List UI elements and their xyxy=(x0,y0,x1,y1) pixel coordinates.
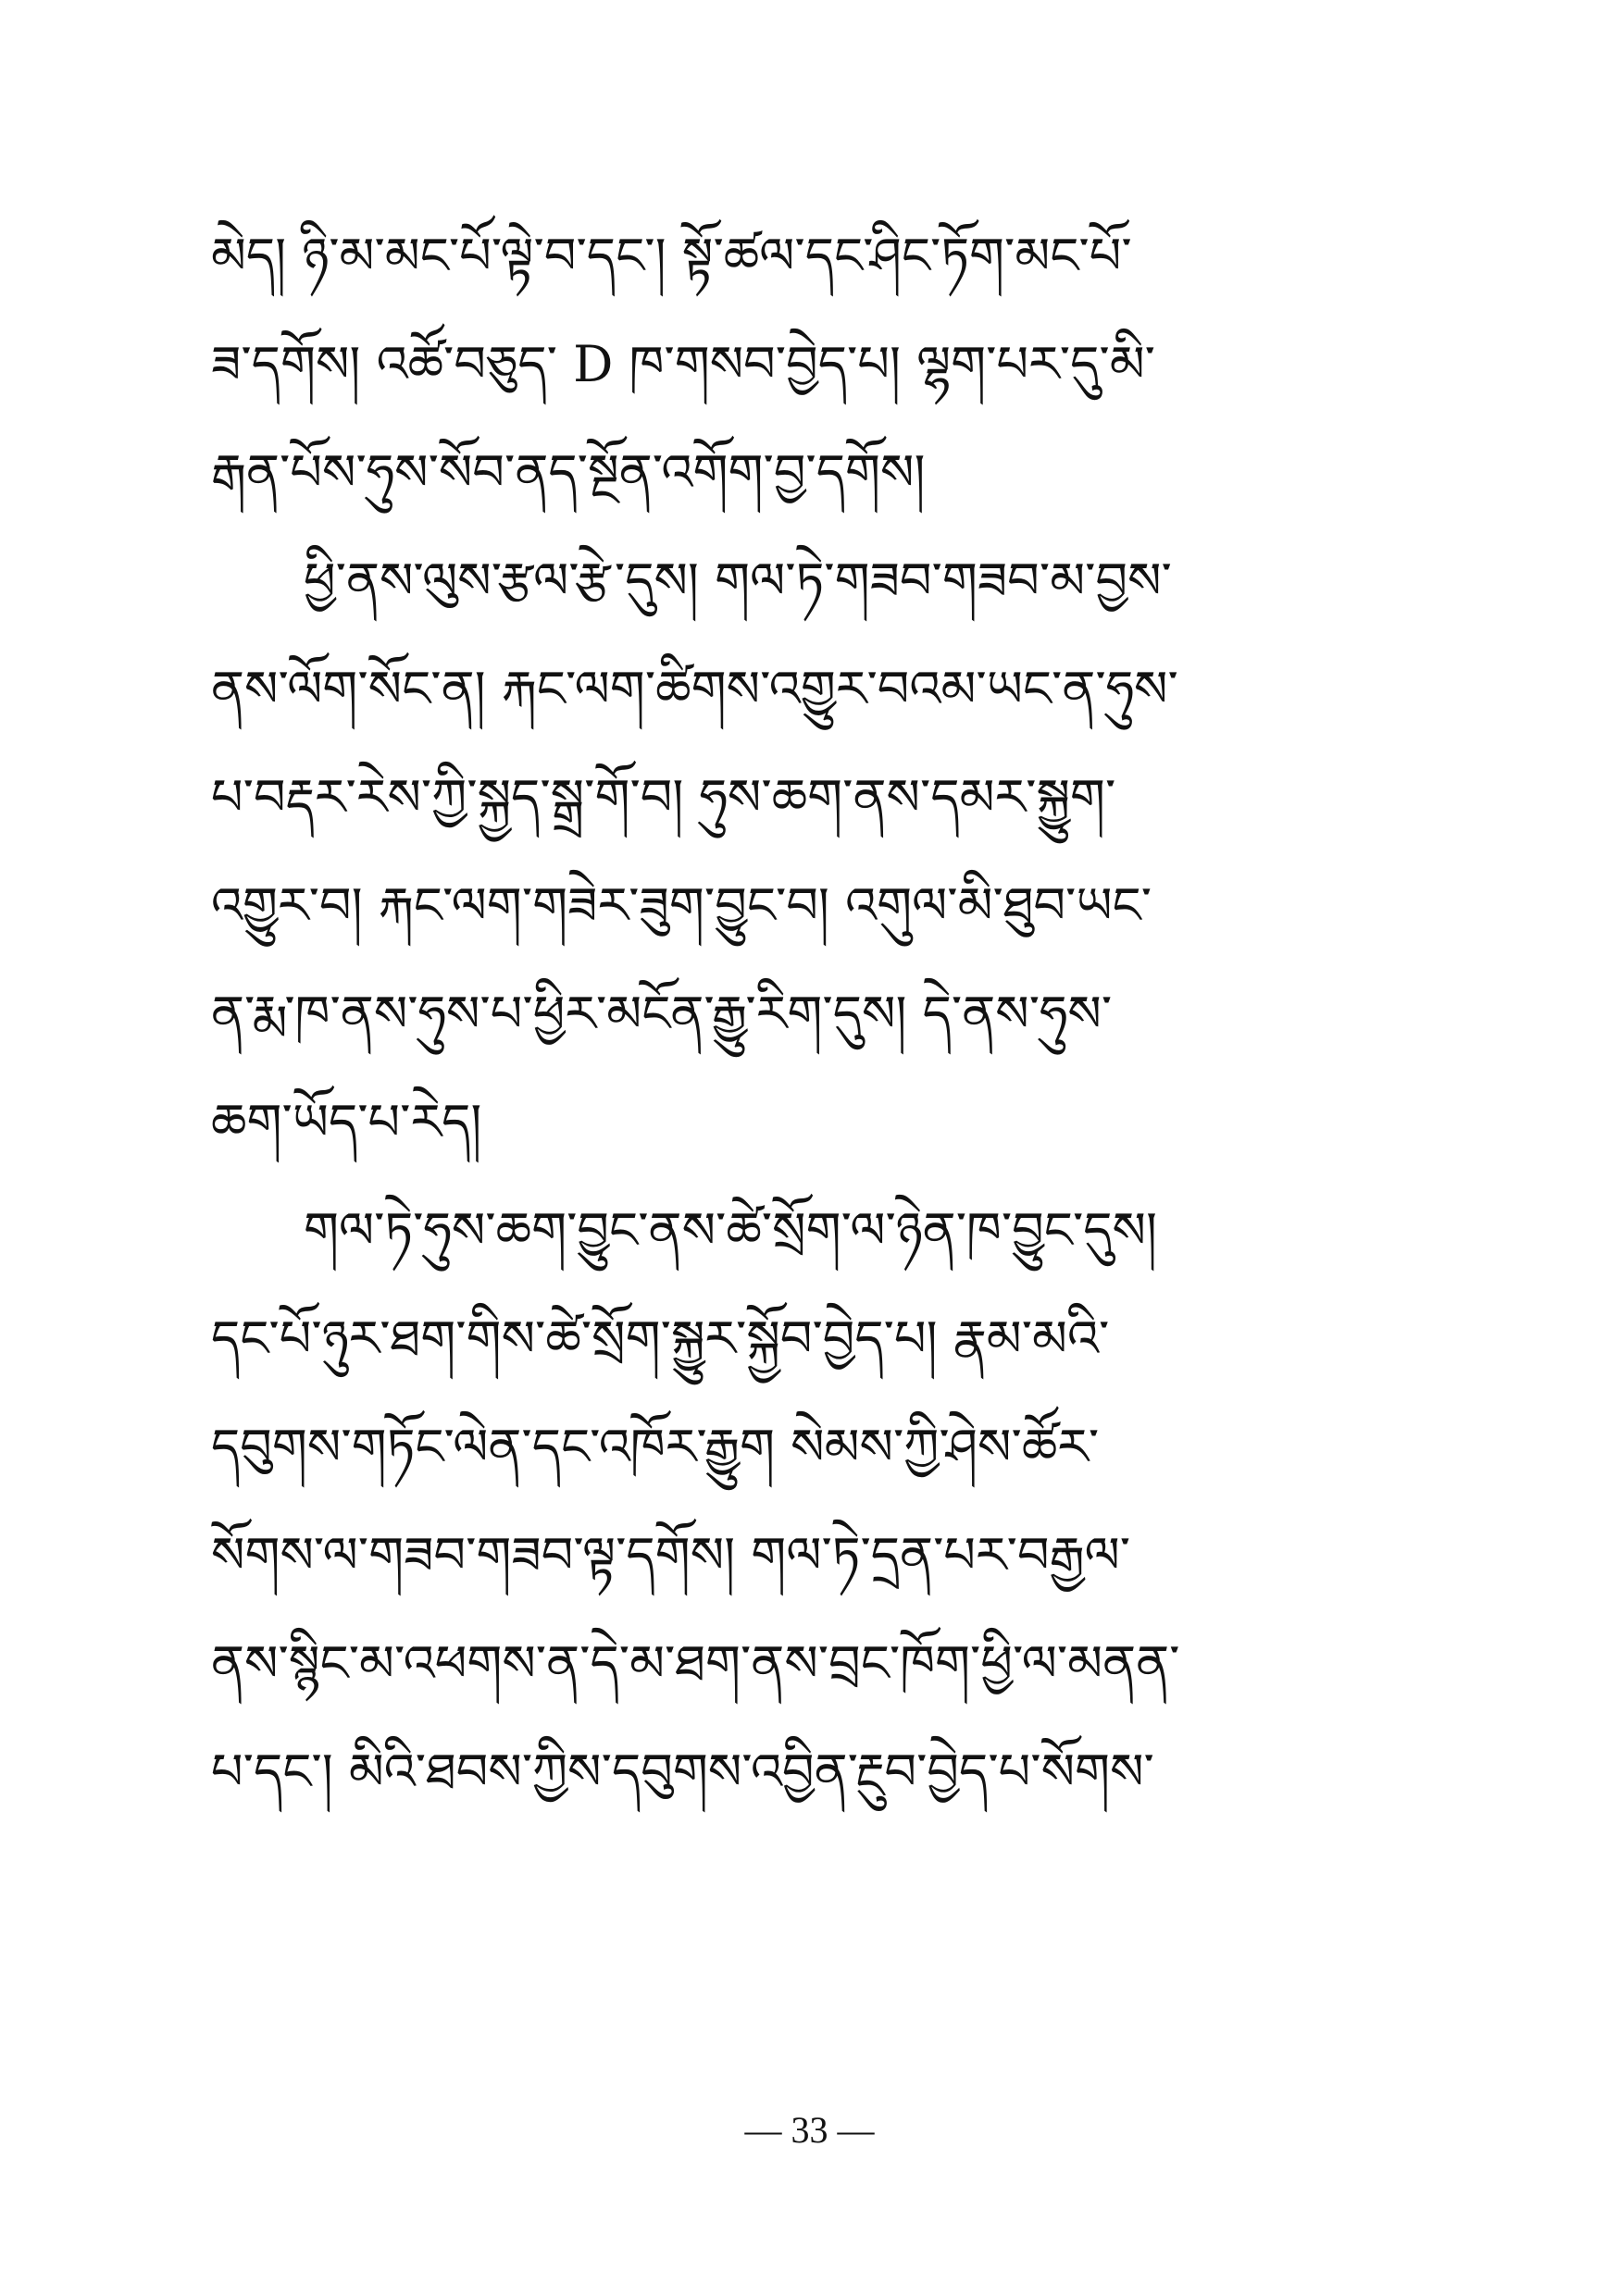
paragraph-1 xyxy=(211,202,1414,527)
text-line: གལ་ཏེ་ཧུས་ཆག་བྱུང་ནས་ཚེ་སྲོག་ལ་ཉེན་ཁ་བྱུང་དུས། xyxy=(304,1201,1157,1260)
text-line: འགྱུར་བ། རྐང་ལག་གཟེར་ཟུག་བྱུང་བ། འགུལ་མི་ཐུབ་ཡང་ xyxy=(211,876,1152,935)
text-line: ནས་ལོག་སོང་ན། རྐང་ལག་ཚིགས་འགྱུར་བའམ་ཡང་ན་ཧུས་ xyxy=(211,660,1178,718)
text-line: ཟ་དགོས། འཚོ་བཅུད་ D ཁ་གསབ་བྱེད་པ། ལྷག་པར་དུ་མི་ xyxy=(211,335,1155,393)
text-line: ན་རྨ་ཁ་ནས་ཧུས་པ་ཕྱིར་མངོན་རྒྱུ་རིག་དུས། དེ་ནས་ཧུས་ xyxy=(211,985,1113,1043)
text-line: རྒན་པོས་ཧུས་སོབ་ནད་སྔོན་འགོག་བྱ་དགོས། xyxy=(211,443,926,502)
body-text xyxy=(211,202,1414,1826)
text-line: མེད། ཉི་མ་མང་པོ་ལྟེ་བ་དང་། སྟོ་ཚལ་དང་ཤིང་ཏོག་མང་པོ་ xyxy=(211,227,1132,285)
text-line: པ་བརྡར་རེས་ཀྱི་སྐྱད་སྒྲ་གོ་བ། ཧུས་ཆག་ནས་དམར་སྐྱུག་ xyxy=(211,768,1116,826)
text-line: ཆག་ཡོད་པ་རེད། xyxy=(211,1093,482,1151)
page-number: — 33 — xyxy=(744,2109,875,2151)
text-line: དབུགས་གཏོང་ལེན་དང་འཁོར་རྒྱུག སེམས་ཀྱི་ཤེས་ཚོར་ xyxy=(211,1418,1100,1476)
text-line: དང་པོ་ཉུར་ཐག་གིས་ཚེ་སྲོག་སྐྱུར་སྐྱོབ་བྱེད་པ། རྣམ་མའི་ xyxy=(211,1309,1110,1368)
text-line: སོགས་ལ་གཟབ་གཟབ་ལྟ་དགོས། གལ་ཏེ་དྲན་པར་བརྒྱལ་ xyxy=(211,1526,1131,1584)
text-line: ཕྱི་ནས་ལུས་རྩལ་རྩེ་དུས། གལ་ཏེ་གཟབ་གཟབ་མ་བྱས་ xyxy=(304,552,1172,610)
text-line: ནས་སྙིང་མ་འཕགས་ན་དེ་མ་ཐག་ནས་བྲང་ཁོག་ཕྱི་ལ་མནན་ xyxy=(211,1634,1180,1693)
paragraph-3 xyxy=(211,1176,1414,1826)
text-line: པ་དང་། མིའི་ཐབས་ཀྱིས་དབུགས་འབྱིན་རྔུབ་བྱེད་པ་སོགས་ xyxy=(211,1743,1154,1801)
paragraph-2 xyxy=(211,527,1414,1176)
